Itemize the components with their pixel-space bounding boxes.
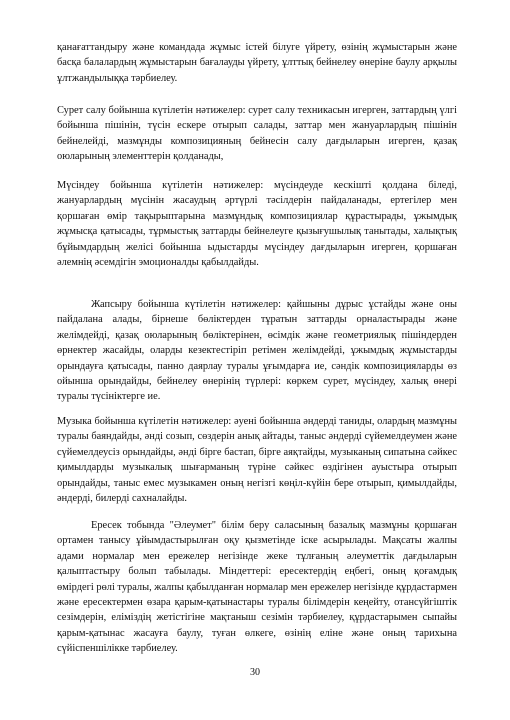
paragraph-continuation: қанағаттандыру және командада жұмыс істей білуге үйрету, өзінің жұмыстарын және басқа балалардың жұмыстарын бағалауды үйрету, ұлттық бейнелеу өнеріне баулу арқылы ұлтжандылыққа тәрбиелеу. — [57, 42, 457, 84]
paragraph-drawing-outcomes: Сурет салу бойынша күтілетін нәтижелер: сурет салу техникасын игерген, заттардың үлгі бойынша пішінін, түсін ескере отырып салады, заттар мен жануарлардың пішінін бейнелейді, мазмұнды композицияның бейнесін салу дағдыларын игерген, қазақ оюларының элементтерін қолданады, — [57, 105, 457, 163]
paragraph-music-outcomes: Музыка бойынша күтілетін нәтижелер: әуені бойынша әндерді таниды, олардың мазмұны туралы баяндайды, әнді созып, сөздерін анық айтады, таныс әндерді сүйемелдеумен және сүйемелдеусіз орындайды, әнді бірге бастап, бірге аяқтайды, музыканың сипатына сәйкес қимылдарды музыкалық шығарманың түріне сәйкес өздігінен ауыстыра отырып орындайды, таныс емес музыкамен оның негізгі көңіл-күйін бере отырып, қимылдайды, әндерді, билерді сахналайды. — [57, 416, 457, 505]
paragraph-applique-outcomes: Жапсыру бойынша күтілетін нәтижелер: қайшыны дұрыс ұстайды және оны пайдалана алады, бірнеше бөліктерден тұратын заттарды орналастырады және желімдейді, қазақ оюларының бөліктерінен, өсімдік және геометриялық пішіндерден өрнектер жасайды, оларды кезектестіріп ретімен желімдейді, ұжымдық жұмыстарды орындауға қатысады, панно даярлау туралы ұғымдарға ие, сәндік композицияларды өз ойынша орындайды, бейнелеу өнерінің түрлері: көркем сурет, мүсіндеу, халық өнері туралы түсініктерге ие. — [57, 299, 457, 403]
paragraph-social-area: Ересек тобында "Әлеумет" білім беру саласының базалық мазмұны қоршаған ортамен танысу ұйымдастырылған оқу қызметінде іске асырылады. Мақсаты жалпы адами нормалар мен ережелер негізінде жеке тұлғаның әлеуметтік дағдыларын қалыптастыру болып табылады. Міндеттері: ересектердің еңбегі, оның қоғамдық өмірдегі рөлі туралы, жалпы қабылданған нормалар мен ережелер негізінде құрдастармен және ересектермен өзара қарым-қатынастары туралы білімдерін кеңейту, отансүйгіштік сезімдерін, еліміздің жетістігіне мақтаныш сезімін тәрбиелеу, құрдастарымен сыпайы қарым-қатынас жасауға баулу, туған өлкеге, өзінің еліне және оның тарихына сүйіспеншілікке тәрбиелеу. — [57, 520, 457, 655]
page-number: 30 — [250, 667, 260, 678]
paragraph-sculpting-outcomes: Мүсіндеу бойынша күтілетін нәтижелер: мүсіндеуде кескішті қолдана біледі, жануарлардың мүсінін жасаудың әртүрлі тәсілдерін пайдаланады, ертегілер мен қоршаған өмір тақырыптарына мазмұндық композициялар құрастырады, ұжымдық жұмысқа қатысады, тұрмыстық заттарды бейнелеуге қызығушылық танытады, халықтық бұйымдардың желісі бойынша ыдыстарды мүсіндеу дағдыларын игерген, қоршаған әлемнің әсемдігін эмоционалды қабылдайды. — [57, 180, 457, 269]
